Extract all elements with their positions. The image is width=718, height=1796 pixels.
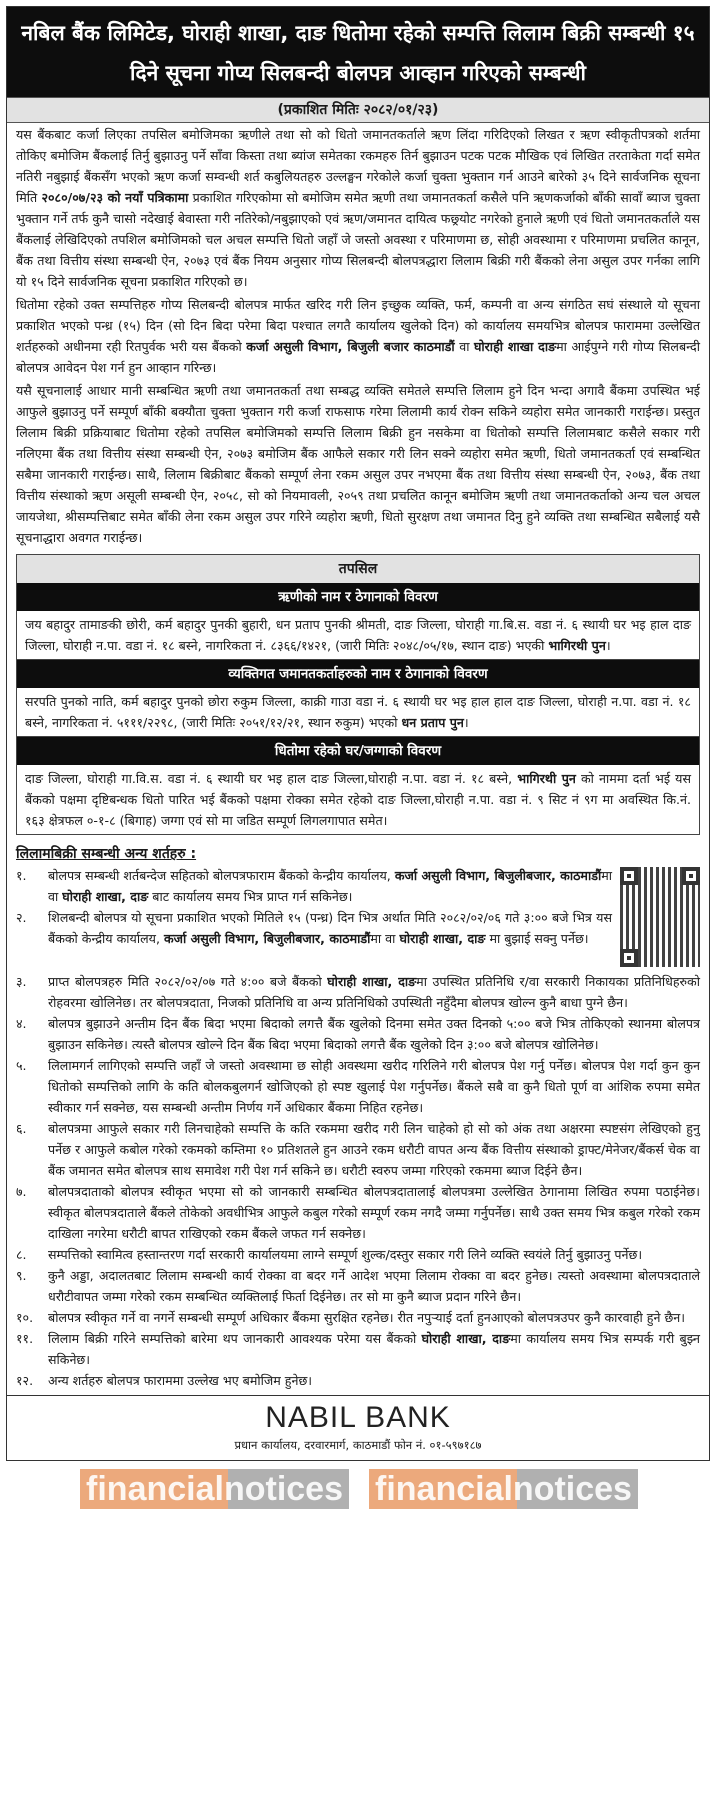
condition-number: ६. — [16, 1121, 27, 1136]
text-segment: जय बहादुर तामाङकी छोरी, कर्म बहादुर पुनकी बुहारी, धन प्रताप पुनकी श्रीमती, दाङ जिल्ला, घोराही गा.बि.स. वडा नं. ६ स्थायी घर भइ हाल दाङ जिल्ला, घोराही न.पा. वडा नं. १८ बस्ने, नागरिकता नं. ८३६६/१४२१, (जारी मितिः २०४८/०५/१७, स्थान दाङ) भएकी — [25, 617, 691, 653]
text-segment: प्राप्त बोलपत्रहरु मिति २०८२/०२/०७ गते ४:०० बजे बैंकको — [48, 974, 328, 989]
bold-text: भागिरथी पुन — [548, 638, 606, 653]
text-segment: कुनै अड्डा, अदालतबाट लिलाम सम्बन्धी कार्य रोक्का वा बदर गर्ने आदेश भएमा लिलाम रोक्का वा बदर हुनेछ। त्यस्तो अवस्थामा बोलपत्रदाताले धरौटीवापत जम्मा गरेको रकम सम्बन्धित व्यक्तिलाई फिर्ता दिईनेछ। तर सो मा कुनै ब्याज प्रदान गरिने छैन। — [48, 1268, 700, 1304]
watermark-row — [0, 1469, 718, 1509]
watermark: financialnotices — [80, 1469, 349, 1509]
text-segment: को नाममा दर्ता भई यस बैंकको पक्षमा दृष्टिबन्धक धितो पारित भई बैंकको पक्षमा रोक्का समेत रहेको दाङ जिल्ला,घोराही न.पा. वडा नं. ९ सिट नं ९ग मा अवस्थित कि.नं. १६३ क्षेत्रफल ०-१-८ (बिगाह) जग्गा एवं सो मा जडित सम्पूर्ण लिगलगापात समेत। — [25, 771, 691, 828]
bold-text: धन प्रताप पुन — [401, 715, 464, 730]
text-segment: बोलपत्रमा आफुले सकार गरी लिनचाहेको सम्पत्ति के कति रकममा खरीद गरी लिन चाहेको हो सो को अंक तथा अक्षरमा स्पष्टसंग लेखिएको हुनु पर्नेछ र आफुले कबोल गरेको रकमको कम्तिमा १० प्रतिशतले हुन आउने रकम धरौटी वापत अन्य बैंक वित्तीय संस्थाको ड्राफ्ट/मेनेजर/बैंकर्स चेक वा बैंक जमानत समेत बोलपत्र साथ समावेश गरी पेश गर्न सकिने छ। धरौटी स्वरुप जम्मा गरिएको रकममा ब्याज दिईने छैन। — [48, 1121, 700, 1178]
condition-text — [48, 1244, 700, 1265]
condition-text — [48, 1370, 700, 1391]
text-segment: बोलपत्र सम्बन्धी शर्तबन्देज सहितको बोलपत्रफाराम बैंकको केन्द्रीय कार्यालय, — [48, 868, 395, 883]
bold-text: २०८०/०७/२३ को नयाँ पत्रिकामा — [41, 190, 189, 205]
condition-text — [48, 1013, 700, 1055]
collateral-section-title: धितोमा रहेको घर/जग्गाको विवरण — [17, 737, 699, 765]
condition-item — [16, 865, 612, 907]
paragraph — [16, 380, 700, 548]
borrower-details — [17, 611, 699, 660]
guarantor-details — [17, 688, 699, 737]
text-segment: । — [463, 715, 469, 730]
text-segment: सम्पत्तिको स्वामित्व हस्तान्तरण गर्दा सरकारी कार्यालयमा लाग्ने सम्पूर्ण शुल्क/दस्तुर सकार गरी लिने व्यक्ति स्वयंले तिर्नु बुझाउनु पर्नेछ। — [48, 1247, 643, 1262]
borrower-section-title: ऋणीको नाम र ठेगानाको विवरण — [17, 583, 699, 611]
condition-number: ११. — [16, 1331, 34, 1346]
condition-number: १. — [16, 868, 27, 883]
condition-item — [16, 907, 612, 949]
footer — [7, 1395, 709, 1460]
condition-number: ८. — [16, 1247, 27, 1262]
text-segment: मा वा — [48, 868, 613, 904]
text-segment: मा आईपुग्ने गरी गोप्य सिलबन्दी बोलपत्र आवेदन पेश गर्न हुन आव्हान गरिन्छ। — [16, 339, 700, 375]
condition-number: ४. — [16, 1016, 27, 1031]
condition-text — [48, 1055, 700, 1118]
collateral-details — [17, 765, 699, 834]
conditions-top — [16, 865, 700, 971]
condition-number: ५. — [16, 1058, 27, 1073]
head-office-address: प्रधान कार्यालय, दरवारमार्ग, काठमाडौं फोन नं. ०१-५९७१८७ — [234, 1438, 482, 1452]
condition-item — [16, 1013, 700, 1055]
nabil-bank-logo: NABIL BANK — [265, 1401, 451, 1434]
text-segment: बोलपत्रदाताको बोलपत्र स्वीकृत भएमा सो को जानकारी सम्बन्धित बोलपत्रदातालाई बोलपत्रमा उल्लेखित ठेगानामा लिखित रुपमा पठाईनेछ। स्वीकृत बोलपत्रदाताले बैंकले तोकेको अवधीभित्र आफुले कबुल गरेको सम्पूर्ण रकम नगदै जम्मा गर्नुपर्नेछ। साथै उक्त समय भित्र कबुल गरेको रकम दाखिला नगरेमा धरौटी बापत राखिएको रकम बैंकले जफत गर्न सक्नेछ। — [48, 1184, 700, 1241]
condition-item — [16, 1118, 700, 1181]
text-segment: सरपति पुनको नाति, कर्म बहादुर पुनको छोरा रुकुम जिल्ला, काक्री गाउा वडा नं. ६ स्थायी घर भइ हाल हाल दाङ जिल्ला, घोराही न.पा. वडा नं. १८ बस्ने, नागरिकता नं. ५१११/२२९८, (जारी मितिः २०५१/१२/२१, स्थान रुकुम) भएको — [25, 694, 691, 730]
paragraph — [16, 124, 700, 292]
condition-text — [48, 1118, 700, 1181]
text-segment: मा वा — [370, 931, 400, 946]
condition-item — [16, 1244, 700, 1265]
text-segment: मा बुझाई सक्नु पर्नेछ। — [485, 931, 589, 946]
condition-item — [16, 1370, 700, 1391]
condition-item — [16, 1328, 700, 1370]
condition-number: ७. — [16, 1184, 27, 1199]
condition-item — [16, 1265, 700, 1307]
bold-text: घोराही शाखा, दाङ — [421, 1331, 511, 1346]
condition-number: ९. — [16, 1268, 27, 1283]
condition-item — [16, 971, 700, 1013]
text-segment: । — [605, 638, 611, 653]
text-segment: वा — [454, 339, 474, 354]
watermark: financialnotices — [369, 1469, 638, 1509]
notice-body — [7, 123, 709, 1395]
text-segment: मा उपस्थित प्रतिनिधि र/वा सरकारी निकायका प्रतिनिधिहरुको रोहवरमा खोलिनेछ। तर बोलपत्रदाता, निजको प्रतिनिधि वा अन्य प्रतिनिधिको उपस्थिती नहुँदैमा बोलपत्र खोल्न कुनै बाधा पुग्ने छैन। — [48, 974, 700, 1010]
bold-text: घोराही शाखा, दाङ — [399, 931, 486, 946]
bold-text: घोराही शाखा दाङ — [473, 339, 557, 354]
details-title: तपसिल — [17, 555, 699, 583]
condition-number: २. — [16, 910, 27, 925]
condition-text — [48, 865, 612, 907]
text-segment: धितोमा रहेको उक्त सम्पत्तिहरु गोप्य सिलबन्दी बोलपत्र मार्फत खरिद गरी लिन इच्छुक व्यक्ति, फर्म, कम्पनी वा अन्य संगठित सघं संस्थाले यो सूचना प्रकाशित भएको पन्ध्र (१५) दिन (सो दिन बिदा परेमा बिदा पश्चात लगतै कार्यालय खुलेको दिन) को कार्यालय समयभित्र बोलपत्र फाराममा उल्लेखित शर्तहरुको अधीनमा रही रितपुर्वक भरी यस बैंकको — [16, 297, 700, 354]
text-segment: बाट कार्यालय समय भित्र प्राप्त गर्न सकिनेछ। — [148, 889, 353, 904]
published-date: (प्रकाशित मितिः २०८२/०१/२३) — [7, 97, 709, 123]
condition-text — [48, 1265, 700, 1307]
conditions-list — [16, 971, 700, 1391]
condition-text — [48, 1307, 700, 1328]
qr-code[interactable] — [620, 867, 700, 967]
condition-text — [48, 971, 700, 1013]
condition-item — [16, 1181, 700, 1244]
condition-text — [48, 907, 612, 949]
condition-number: ३. — [16, 974, 27, 989]
text-segment: यस बैंकबाट कर्जा लिएका तपसिल बमोजिमका ऋणीले तथा सो को धितो जमानतकर्ताले ऋण लिंदा गरिदिएको लिखत र ऋण स्वीकृतीपत्रको शर्तमा तोकिए बमोजिम बैंकलाई तिर्नु बुझाउनु पर्ने साँवा किस्ता तथा ब्यांज समेतका रकमहरु तिर्न बुझाउन पटक पटक मौखिक एवं लिखित तरताकेता गर्दा समेत नतिरी नबुझाई बैंकसँग भएको ऋण कर्जा सम्वन्धी शर्त कबुलियतहरु उल्लङ्घन गरेकोले कर्जा चुक्ता भुक्तान गर्न आउने बारेको ३५ दिने सार्वजनिक सूचना मिति — [16, 127, 700, 205]
conditions-list — [16, 865, 612, 949]
text-segment: बोलपत्र बुझाउने अन्तीम दिन बैंक बिदा भएमा बिदाको लगत्तै बैंक खुलेको दिनमा समेत उक्त दिनको ५:०० बजे भित्र तोकिएको स्थानमा बोलपत्र बुझाउन सकिनेछ। त्यस्तै बोलपत्र खोल्ने दिन बैंक बिदा भएमा बिदाको लगत्तै बैंक खुलेको दिन ३:०० बजे बोलपत्र खोलिनेछ। — [48, 1016, 700, 1052]
notice-title: नबिल बैंक लिमिटेड, घोराही शाखा, दाङ धितोमा रहेको सम्पत्ति लिलाम बिक्री सम्बन्धी १५ दिने सूचना गोप्य सिलबन्दी बोलपत्र आव्हान गरिएको सम्बन्धी — [7, 7, 709, 97]
details-table — [16, 554, 700, 835]
text-segment: लिलामगर्न लागिएको सम्पत्ति जहाँ जे जस्तो अवस्थामा छ सोही अवस्थमा खरीद गरिलिने गरी बोलपत्र पेश गर्नु पर्नेछ। बोलपत्र पेश गर्दा कुन कुन धितोको सम्पत्तिको लागि के कति बोलकबुलगर्न खोजिएको हो स्पष्ट खुलाई पेश गर्नुपर्नेछ। बैंकले सबै वा कुनै धितो पूर्ण वा आंशिक रुपमा समेत स्वीकार गर्न सक्नेछ, यस सम्बन्धी अन्तीम निर्णय गर्ने अधिकार बैंकमा निहित रहनेछ। — [48, 1058, 700, 1115]
bold-text: घोराही शाखा, दाङ — [62, 889, 149, 904]
bold-text: कर्जा असुली विभाग, बिजुलीबजार, काठमाडौं — [163, 931, 371, 946]
text-segment: लिलाम बिक्री गरिने सम्पत्तिको बारेमा थप जानकारी आवश्यक परेमा यस बैंकको — [48, 1331, 422, 1346]
bold-text: कर्जा असुली विभाग, बिजुलीबजार, काठमाडौं — [394, 868, 602, 883]
text-segment: अन्य शर्तहरु बोलपत्र फाराममा उल्लेख भए बमोजिम हुनेछ। — [48, 1373, 313, 1388]
condition-text — [48, 1181, 700, 1244]
bold-text: भागिरथी पुन — [517, 771, 576, 786]
text-segment: प्रकाशित गरिएकोमा सो बमोजिम समेत ऋणी तथा जमानतकर्ता कसैले पनि ऋणकर्जाको बाँकी सावाँ ब्याज चुक्ता भुक्तान गर्ने तर्फ कुनै चासो नदेखाई बेवास्ता गरी नतिरेको/नबुझाएको एवं ऋण/जमानत दायित्व फछ्र्योट नगरेको हुनाले ऋणी एवं धितो जमानतकर्ताले यस बैंकलाई लेखिदिएको तपशिल बमोजिमको चल अचल सम्पत्ति धितो जहाँ जे जस्तो अवस्था र परिमाणमा छ, सोही अवस्थामा र परिमाणमा प्रचलित कानून, बैंक तथा वित्तीय संस्था सम्बन्धी ऐन, २०७३ एवं बैंक नियम अनुसार गोप्य सिलबन्दी बोलपत्रद्धारा लिलाम बिक्री गरी बैंकको लेना असुल उपर गर्नका लागि यो १५ दिने सार्वजनिक सूचना प्रकाशित गरिएको छ। — [16, 190, 700, 289]
condition-text — [48, 1328, 700, 1370]
paragraph — [16, 294, 700, 378]
text-segment: बोलपत्र स्वीकृत गर्ने वा नगर्ने सम्बन्धी सम्पूर्ण अधिकार बैंकमा सुरक्षित रहनेछ। रीत नपुर्‍याई दर्ता हुनआएको बोलपत्रउपर कुनै कारवाही हुने छैन। — [48, 1310, 686, 1325]
text-segment: दाङ जिल्ला, घोराही गा.वि.स. वडा नं. ६ स्थायी घर भइ हाल दाङ जिल्ला,घोराही न.पा. वडा नं. १८ बस्ने, — [25, 771, 518, 786]
bold-text: घोराही शाखा, दाङ — [327, 974, 417, 989]
notice-frame — [6, 6, 710, 1461]
text-segment: यसै सूचनालाई आधार मानी सम्बन्धित ऋणी तथा जमानतकर्ता तथा सम्बद्ध व्यक्ति समेतले सम्पत्ति लिलाम हुने दिन भन्दा अगावै बैंकमा उपस्थित भई आफुले बुझाउनु पर्ने सम्पूर्ण बाँकी बक्यौता चुक्ता भुक्तान गरी कर्जा राफसाफ गरेमा लिलामी कार्य रोक्न सकिने व्यहोरा समेत जानकारी गराईन्छ। प्रस्तुत लिलाम बिक्री प्रक्रियाबाट धितोमा रहेको तपसिल बमोजिमको सम्पत्ति लिलाम बिक्री हुन नसकेमा वा धितोको सम्पत्ति लिलामबाट कसैले सकार गरी नलिएमा बैंक तथा वित्तीय संस्था सम्बन्धी ऐन, २०७३ बमोजिम बैंक आफैले सकार गरी लिन सक्ने व्यहोरा समेत ऋणी, धितो जमानतकर्ता एवं सम्बन्धित सबैमा जानकारी गराईन्छ। साथै, लिलाम बिक्रीबाट बैंकको सम्पूर्ण लेना रकम असुल उपर नभएमा बैंक तथा वित्तीय संस्था सम्बन्धी ऐन, २०७३, बैंक तथा वित्तीय संस्थाको ऋण असूली सम्बन्धी ऐन, २०५८, सो को नियमावली, २०५९ तथा प्रचलित कानून बमोजिम ऋणी तथा जमानतकर्ताको अन्य चल अचल जायजेथा, श्रीसम्पत्तिबाट समेत बाँकी लेना रकम असुल उपर गरिने व्यहोरा ऋणी, धितो सुरक्षण तथा जमानत दिनु हुने व्यक्ति तथा सम्बन्धित सबैलाई यसै सूचनाद्धारा अवगत गराईन्छ। — [16, 383, 700, 545]
conditions-title: लिलामबिक्री सम्बन्धी अन्य शर्तहरु : — [16, 846, 197, 862]
guarantor-section-title: व्यक्तिगत जमानतकर्ताहरुको नाम र ठेगानाको विवरण — [17, 660, 699, 688]
condition-item — [16, 1307, 700, 1328]
text-segment: शिलबन्दी बोलपत्र यो सूचना प्रकाशित भएको मितिले १५ (पन्ध्र) दिन भित्र अर्थात मिति २०८२/०२/०६ गते ३:०० बजे भित्र यस बैंकको केन्द्रीय कार्यालय, — [48, 910, 612, 946]
condition-number: १०. — [16, 1310, 34, 1325]
text-segment: मा कार्यालय समय भित्र सम्पर्क गरी बुझ्न सकिनेछ। — [48, 1331, 700, 1367]
bold-text: कर्जा असुली विभाग, बिजुली बजार काठमाडौं — [246, 339, 455, 354]
condition-number: १२. — [16, 1373, 34, 1388]
condition-item — [16, 1055, 700, 1118]
